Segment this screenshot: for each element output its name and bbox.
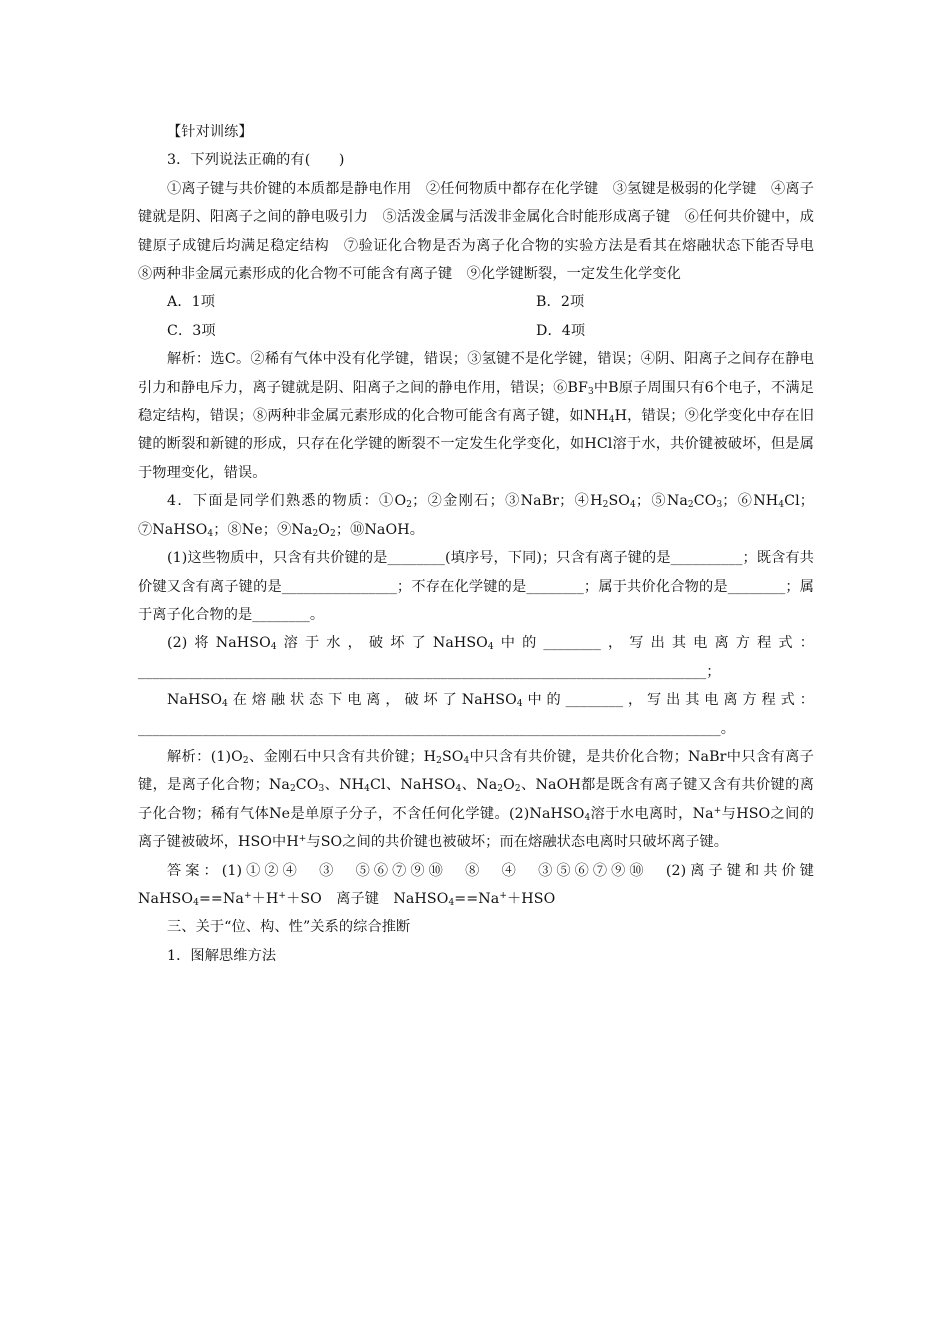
option-b: B．2项	[536, 294, 585, 311]
question-4-part-2: (2)将NaHSO$_4$溶于水，破坏了NaHSO$_4$中的________，写出其电离方程式：_______________________________________________________________________________；	[138, 635, 814, 680]
option-d: D．4项	[536, 322, 586, 339]
option-c: C．3项	[167, 322, 216, 339]
question-4-answer: 答案：(1)①②④ ③ ⑤⑥⑦⑨⑩ ⑧ ④ ③⑤⑥⑦⑨⑩ (2)离子键和共价键 NaHSO$_4$==Na+＋H+＋SO 离子键 NaHSO$_4$==Na+＋HSO	[138, 862, 829, 908]
question-4-part-1: (1)这些物质中，只含有共价键的是________(填序号，下同)；只含有离子键的是__________；既含有共价键又含有离子键的是________________；不存在化学键的是________；属于共价化合物的是________；属于离子化合物的是________。	[138, 550, 814, 623]
options-row-cd	[138, 317, 814, 345]
document-page	[138, 118, 829, 970]
question-3-statements: ①离子键与共价键的本质都是静电作用 ②任何物质中都存在化学键 ③氢键是极弱的化学键 ④离子键就是阴、阳离子之间的静电吸引力 ⑤活泼金属与活泼非金属化合时能形成离子键 ⑥任何共价键中，成键原子成键后均满足稳定结构 ⑦验证化合物是否为离子化合物的实验方法是看其在熔融状态下能否导电 ⑧两种非金属元素形成的化合物不可能含有离子键 ⑨化学键断裂，一定发生化学变化	[138, 180, 829, 283]
section-3-title: 三、关于“位、构、性”关系的综合推断	[167, 919, 411, 936]
question-3-analysis: 解析：选C。②稀有气体中没有化学键，错误；③氢键不是化学键，错误；④阴、阳离子之间存在静电引力和静电斥力，离子键就是阴、阳离子之间的静电作用，错误；$⑥BF_3$中B原子周围只有6个电子，不满足稳定结构，错误；⑧两种非金属元素形成的化合物可能含有离子键，如$NH_4H$，错误；⑨化学变化中存在旧键的断裂和新键的形成，只存在化学键的断裂不一定发生化学变化，如HCl溶于水，共价键被破坏，但是属于物理变化，错误。	[138, 351, 815, 481]
question-4-analysis: 解析：$(1)O_2$、金刚石中只含有共价键；$H_2SO_4$中只含有共价键，是共价化合物；NaBr中只含有离子键，是离子化合物；$Na_2CO_3$、$NH_4Cl$、NaHSO$_4$、$Na_2O_2$、NaOH都是既含有离子键又含有共价键的离子化合物；稀有气体Ne是单原子分子，不含任何化学键。(2)NaHSO$_4$溶于水电离时，Na+与HSO之间的离子键被破坏，HSO中H+与SO之间的共价键也被破坏；而在熔融状态电离时只破坏离子键。	[138, 748, 814, 851]
section-header: 【针对训练】	[167, 124, 253, 140]
options-row-ab	[138, 288, 814, 316]
question-3-stem: 3．下列说法正确的有( )	[167, 152, 345, 169]
section-3-item-1: 1．图解思维方法	[167, 947, 277, 964]
option-a: A．1项	[167, 294, 216, 311]
question-4-part-3: NaHSO$_4$在熔融状态下电离，破坏了NaHSO$_4$中的________，写出其电离方程式：_________________________________________________________________________________。	[138, 692, 814, 737]
question-4-stem: 4．下面是同学们熟悉的物质：$①O_2$；②金刚石；③NaBr；$④H_2SO_4$；$⑤Na_2CO_3$；$⑥NH_4Cl$；⑦NaHSO$_4$；⑧Ne；$⑨Na_2O_2$；⑩NaOH。	[138, 493, 814, 539]
